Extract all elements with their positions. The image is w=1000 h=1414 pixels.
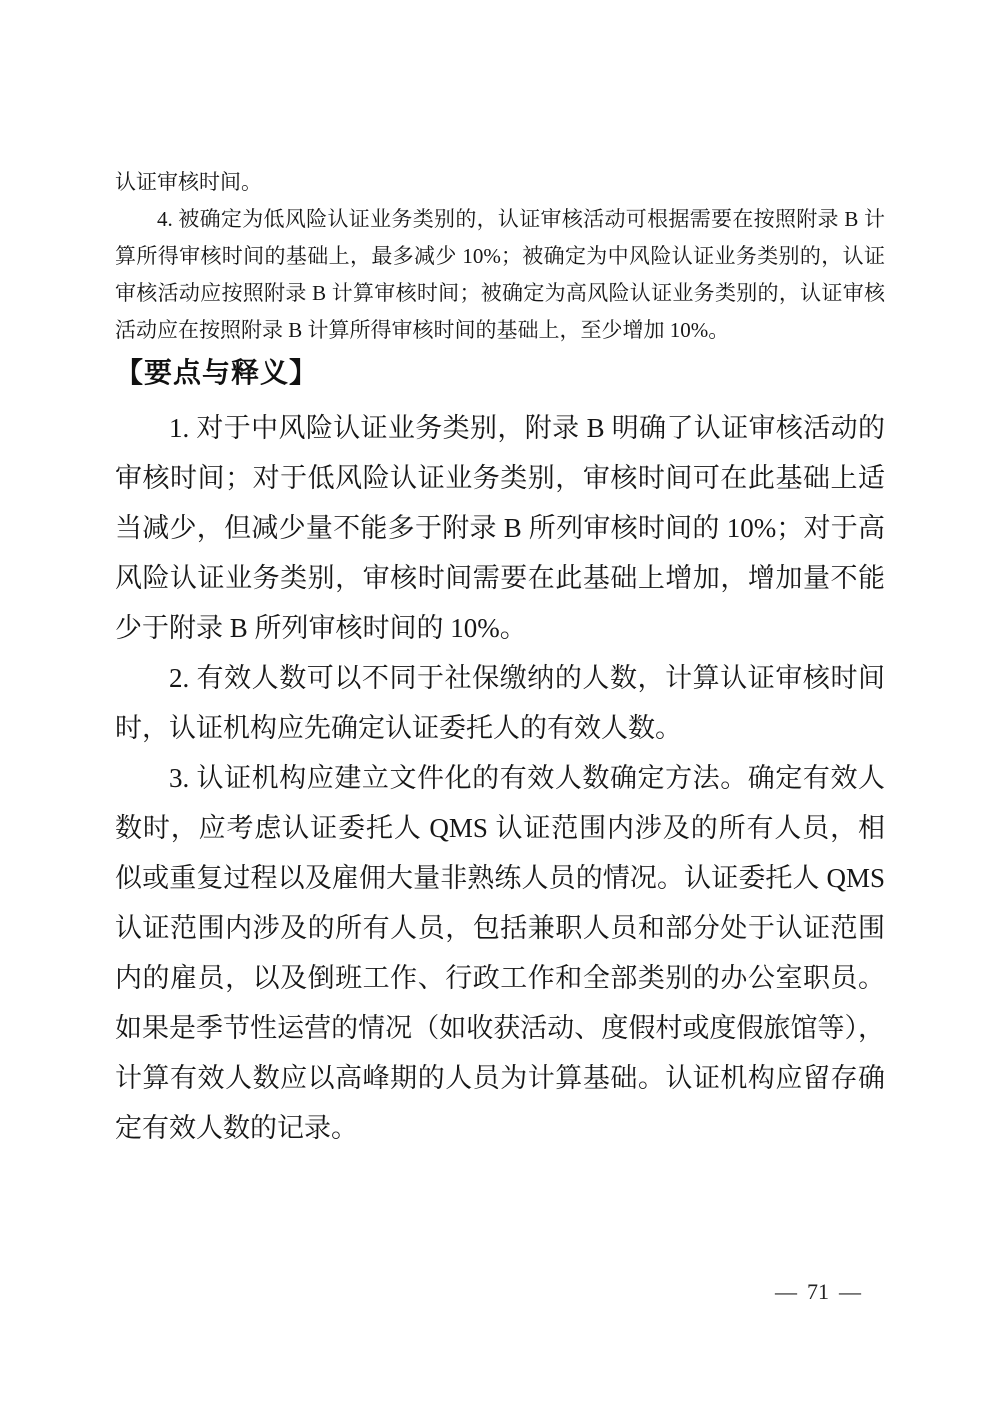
paragraph-clause-4: 4. 被确定为低风险认证业务类别的，认证审核活动可根据需要在按照附录 B 计算所得审核时间的基础上，最多减少 10%；被确定为中风险认证业务类别的，认证审核活动应按照附录 B 计算审核时间；被确定为高风险认证业务类别的，认证审核活动应在按照附录 B 计算所得审核时间的基础上，至少增加 10%。 [115,207,885,342]
commentary-item-3: 3. 认证机构应建立文件化的有效人数确定方法。确定有效人数时，应考虑认证委托人 QMS 认证范围内涉及的所有人员，相似或重复过程以及雇佣大量非熟练人员的情况。认证委托人 QMS 认证范围内涉及的所有人员，包括兼职人员和部分处于认证范围内的雇员，以及倒班工作、行政工作和全部类别的办公室职员。如果是季节性运营的情况（如收获活动、度假村或度假旅馆等），计算有效人数应以高峰期的人员为计算基础。认证机构应留存确定有效人数的记录。 [115,763,885,1143]
commentary-item-2: 2. 有效人数可以不同于社保缴纳的人数，计算认证审核时间时，认证机构应先确定认证委托人的有效人数。 [115,663,885,743]
section-heading-key-points: 【要点与释义】 [115,357,319,388]
footer-dash-left: — [775,1279,797,1304]
paragraph-continuation: 认证审核时间。 [115,170,262,194]
page-body [115,164,885,1153]
page-footer [775,1280,861,1304]
footer-dash-right: — [839,1279,861,1304]
page-number: 71 [807,1279,829,1304]
commentary-item-1: 1. 对于中风险认证业务类别，附录 B 明确了认证审核活动的审核时间；对于低风险认证业务类别，审核时间可在此基础上适当减少，但减少量不能多于附录 B 所列审核时间的 10%；对于高风险认证业务类别，审核时间需要在此基础上增加，增加量不能少于附录 B 所列审核时间的 10%。 [115,413,885,643]
